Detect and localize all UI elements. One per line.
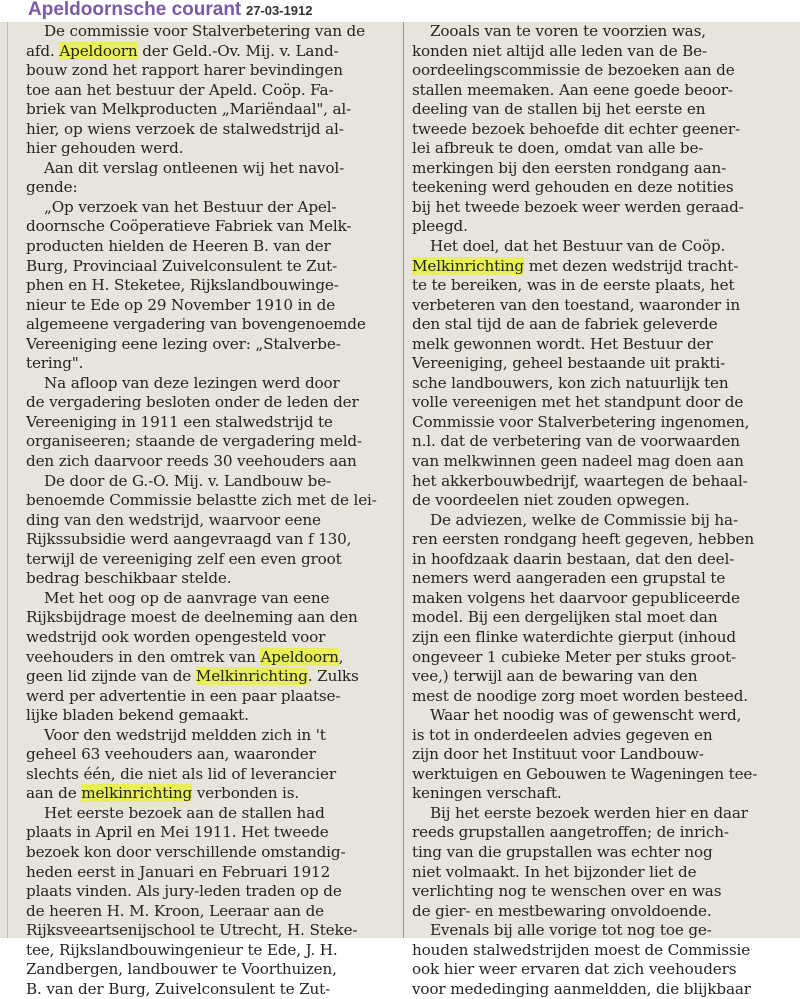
text-line [412, 941, 784, 961]
text-segment: tee, Rijkslandbouwingenieur te Ede, J. H. [26, 940, 338, 959]
text-segment: is tot in onderdeelen advies gegeven en [412, 725, 713, 744]
text-segment: aan de [26, 784, 82, 803]
text-line [412, 589, 784, 609]
text-line [412, 569, 784, 589]
text-segment: n.l. dat de verbetering van de voorwaarden [412, 432, 740, 451]
text-segment: verbeteren van den toestand, waaronder in [412, 295, 740, 314]
text-line [26, 550, 396, 570]
text-line [26, 276, 396, 296]
text-segment: Met het oog op de aanvrage van eene [44, 588, 330, 607]
text-line [412, 217, 784, 237]
text-line [412, 432, 784, 452]
text-segment: oordeelingscommissie de bezoeken aan de [412, 61, 735, 80]
highlighted-search-term: Melkinrichting [412, 256, 525, 275]
text-segment: bedrag beschikbaar stelde. [26, 569, 232, 588]
text-segment: lei afbreuk te doen, omdat van alle be- [412, 139, 704, 158]
text-segment: Burg, Provinciaal Zuivelconsulent te Zut- [26, 256, 338, 275]
text-line [26, 687, 396, 707]
text-segment: nieur te Ede op 29 November 1910 in de [26, 295, 336, 314]
text-segment: ting van die grupstallen was echter nog [412, 842, 713, 861]
text-line [26, 491, 396, 511]
text-segment: plaats vinden. Als jury-leden traden op de [26, 882, 342, 901]
text-line [412, 22, 784, 42]
text-line [26, 608, 396, 628]
highlighted-search-term: melkinrichting [81, 784, 193, 803]
text-segment: Zandbergen, landbouwer te Voorthuizen, [26, 960, 337, 979]
text-segment: Rijkssubsidie werd aangevraagd van f 130, [26, 530, 352, 549]
text-line [26, 980, 396, 999]
text-line [412, 42, 784, 62]
text-segment: de voordeelen niet zouden opwegen. [412, 491, 690, 510]
text-segment: veehouders in den omtrek van [26, 647, 261, 666]
text-line [412, 530, 784, 550]
text-line [26, 42, 396, 62]
text-line [412, 120, 784, 140]
text-segment: konden niet altijd alle leden van de Be- [412, 41, 707, 60]
text-line [26, 257, 396, 277]
text-line [412, 608, 784, 628]
text-line [412, 784, 784, 804]
text-line [412, 393, 784, 413]
text-segment: de vergadering besloten onder de leden der [26, 393, 359, 412]
text-line [412, 178, 784, 198]
text-line [26, 589, 396, 609]
text-line [26, 843, 396, 863]
text-segment: bezoek kon door verschillende omstandig- [26, 842, 346, 861]
text-segment: model. Bij een dergelijken stal moet dan [412, 608, 718, 627]
text-segment: houden stalwedstrijden moest de Commissie [412, 940, 751, 959]
text-line [26, 569, 396, 589]
text-segment: ook hier weer ervaren dat zich veehouders [412, 960, 737, 979]
text-line [412, 276, 784, 296]
text-line [26, 863, 396, 883]
text-segment: Waar het noodig was of gewenscht werd, [430, 706, 742, 725]
text-segment: producten hielden de Heeren B. van der [26, 237, 331, 256]
text-line [26, 960, 396, 980]
text-segment: Na afloop van deze lezingen werd door [44, 373, 340, 392]
text-segment: te te bereiken, was in de eerste plaats, het [412, 276, 735, 295]
text-line [412, 726, 784, 746]
text-segment: in hoofdzaak daarin bestaan, dat den deel- [412, 549, 735, 568]
text-segment: „Op verzoek van het Bestuur der Apel- [44, 197, 337, 216]
text-line [412, 237, 784, 257]
text-line [26, 159, 396, 179]
text-segment: verbonden is. [192, 784, 300, 803]
text-segment: Het eerste bezoek aan de stallen had [44, 803, 325, 822]
text-line [412, 81, 784, 101]
text-segment: het akkerbouwbedrijf, waartegen de behaal- [412, 471, 748, 490]
text-segment: Zooals van te voren te voorzien was, [430, 22, 706, 40]
text-line [412, 159, 784, 179]
newspaper-clipping [0, 22, 800, 998]
text-segment: ding van den wedstrijd, waarvoor eene [26, 510, 321, 529]
text-line [26, 81, 396, 101]
text-segment: geen lid zijnde van de [26, 667, 196, 686]
text-line [26, 217, 396, 237]
text-line [26, 178, 396, 198]
text-line [412, 902, 784, 922]
text-line [26, 667, 396, 687]
text-line [26, 706, 396, 726]
text-segment: bouw zond het rapport harer bevindingen [26, 61, 343, 80]
text-segment: algemeene vergadering van bovengenoemde [26, 315, 366, 334]
text-segment: afd. [26, 41, 60, 60]
text-line [26, 139, 396, 159]
text-segment: met dezen wedstrijd tracht- [524, 256, 739, 275]
text-segment: Voor den wedstrijd meldden zich in 't [44, 725, 326, 744]
text-segment: Aan dit verslag ontleenen wij het navol- [44, 158, 345, 177]
text-line [412, 198, 784, 218]
text-line [412, 765, 784, 785]
text-segment: voor mededinging aanmeldden, die blijkbaar [412, 979, 751, 998]
text-segment: den stal tijd de aan de fabriek geleverde [412, 315, 718, 334]
text-line [26, 100, 396, 120]
text-line [412, 472, 784, 492]
text-segment: merkingen bij den eersten rondgang aan- [412, 158, 727, 177]
text-segment: wedstrijd ook worden opengesteld voor [26, 627, 326, 646]
text-segment: hier, op wiens verzoek de stalwedstrijd al- [26, 119, 344, 138]
text-line [412, 823, 784, 843]
text-line [26, 315, 396, 335]
text-line [26, 296, 396, 316]
text-line [412, 296, 784, 316]
text-line [26, 335, 396, 355]
text-line [412, 882, 784, 902]
article-column-right [412, 22, 784, 998]
text-segment: niet volmaakt. In het bijzonder liet de [412, 862, 697, 881]
text-line [26, 648, 396, 668]
text-segment: terwijl de vereeniging zelf een even groot [26, 549, 342, 568]
text-segment: stallen meemaken. Aan eene goede beoor- [412, 80, 733, 99]
text-line [26, 804, 396, 824]
text-segment: den zich daarvoor reeds 30 veehouders aan [26, 452, 357, 471]
text-line [412, 139, 784, 159]
text-segment: werd per advertentie in een paar plaatse- [26, 686, 341, 705]
text-segment: . Zulks [307, 667, 359, 686]
text-segment: ongeveer 1 cubieke Meter per stuks groot- [412, 647, 737, 666]
text-line [26, 61, 396, 81]
text-segment: verlichting nog te wenschen over en was [412, 882, 722, 901]
text-line [412, 648, 784, 668]
text-line [412, 960, 784, 980]
text-line [412, 687, 784, 707]
text-segment: melk gewonnen wordt. Het Bestuur der [412, 334, 713, 353]
text-segment: organiseeren; staande de vergadering meld- [26, 432, 362, 451]
text-segment: vee,) terwijl aan de bewaring van den [412, 667, 698, 686]
text-line [412, 413, 784, 433]
text-segment: Vereeniging eene lezing over: „Stalverbe- [26, 334, 341, 353]
text-segment: plaats in April en Mei 1911. Het tweede [26, 823, 329, 842]
text-segment: De adviezen, welke de Commissie bij ha- [430, 510, 738, 529]
column-divider [403, 22, 404, 938]
text-segment: sche landbouwers, kon zich natuurlijk ten [412, 373, 729, 392]
text-segment: Vereeniging, geheel bestaande uit prakti- [412, 354, 726, 373]
text-segment: geheel 63 veehouders aan, waaronder [26, 745, 316, 764]
text-line [412, 315, 784, 335]
text-segment: slechts één, die niet als lid of leverancier [26, 764, 336, 783]
text-segment: van melkwinnen geen nadeel mag doen aan [412, 452, 744, 471]
left-margin-rule [7, 22, 8, 938]
text-segment: briek van Melkproducten „Mariëndaal", al- [26, 100, 352, 119]
text-line [26, 784, 396, 804]
text-line [26, 941, 396, 961]
text-segment: Bij het eerste bezoek werden hier en daar [430, 803, 748, 822]
text-segment: deeling van de stallen bij het eerste en [412, 100, 706, 119]
header-bar [0, 0, 800, 22]
text-line [412, 921, 784, 941]
text-line [26, 745, 396, 765]
text-line [26, 628, 396, 648]
text-line [26, 823, 396, 843]
text-segment: De commissie voor Stalverbetering van de [44, 22, 365, 40]
text-segment: Evenals bij alle vorige tot nog toe ge- [430, 921, 712, 940]
text-line [412, 374, 784, 394]
text-segment: keningen verschaft. [412, 784, 562, 803]
highlighted-search-term: Melkinrichting [195, 667, 308, 686]
article-column-left [26, 22, 396, 998]
text-line [26, 237, 396, 257]
text-line [412, 354, 784, 374]
highlighted-search-term: Apeldoorn [260, 647, 339, 666]
text-line [26, 530, 396, 550]
text-line [26, 22, 396, 42]
text-line [412, 706, 784, 726]
text-line [26, 120, 396, 140]
text-line [26, 902, 396, 922]
text-line [412, 745, 784, 765]
text-line [26, 765, 396, 785]
text-line [412, 667, 784, 687]
text-line [412, 804, 784, 824]
text-segment: B. van der Burg, Zuivelconsulent te Zut- [26, 979, 331, 998]
text-segment: teekening werd gehouden en deze notities [412, 178, 734, 197]
text-segment: lijke bladen bekend gemaakt. [26, 706, 249, 725]
text-segment: de heeren H. M. Kroon, Leeraar aan de [26, 901, 324, 920]
text-line [412, 843, 784, 863]
text-segment: nemers werd aangeraden een grupstal te [412, 569, 726, 588]
text-segment: Rijksbijdrage moest de deelneming aan den [26, 608, 358, 627]
text-line [412, 511, 784, 531]
text-segment: heden eerst in Januari en Februari 1912 [26, 862, 331, 881]
text-line [412, 452, 784, 472]
text-segment: De door de G.-O. Mij. v. Landbouw be- [44, 471, 332, 490]
text-line [26, 198, 396, 218]
text-line [412, 980, 784, 999]
text-segment: zijn een flinke waterdichte gierput (inhoud [412, 627, 736, 646]
text-line [412, 491, 784, 511]
text-segment: bij het tweede bezoek weer werden geraad- [412, 197, 744, 216]
text-line [412, 61, 784, 81]
text-line [26, 472, 396, 492]
text-segment: de gier- en mestbewaring onvoldoende. [412, 901, 712, 920]
text-line [412, 257, 784, 277]
text-segment: werktuigen en Gebouwen te Wageningen tee- [412, 764, 758, 783]
text-line [26, 511, 396, 531]
text-segment: mest de noodige zorg moet worden besteed. [412, 686, 748, 705]
text-segment: toe aan het bestuur der Apeld. Coöp. Fa- [26, 80, 334, 99]
text-segment: Commissie voor Stalverbetering ingenomen, [412, 412, 750, 431]
text-line [26, 393, 396, 413]
text-segment: Rijksveeartsenijschool te Utrecht, H. Steke- [26, 921, 358, 940]
text-segment: der Geld.-Ov. Mij. v. Land- [137, 41, 339, 60]
text-line [26, 374, 396, 394]
text-line [26, 921, 396, 941]
text-line [26, 452, 396, 472]
text-line [26, 413, 396, 433]
text-segment: tering". [26, 354, 84, 373]
text-line [26, 726, 396, 746]
text-segment: maken volgens het daarvoor gepubliceerde [412, 588, 740, 607]
text-line [26, 432, 396, 452]
highlighted-search-term: Apeldoorn [59, 41, 138, 60]
text-segment: , [338, 647, 344, 666]
text-line [412, 628, 784, 648]
text-segment: hier gehouden werd. [26, 139, 184, 158]
text-line [26, 354, 396, 374]
text-segment: Het doel, dat het Bestuur van de Coöp. [430, 237, 726, 256]
text-segment: pleegd. [412, 217, 468, 236]
text-segment: gende: [26, 178, 78, 197]
text-line [412, 100, 784, 120]
text-line [26, 882, 396, 902]
text-segment: Vereeniging in 1911 een stalwedstrijd te [26, 412, 333, 431]
text-segment: doornsche Coöperatieve Fabriek van Melk- [26, 217, 352, 236]
newspaper-title[interactable]: Apeldoornsche courant [28, 0, 242, 20]
text-line [412, 550, 784, 570]
text-segment: ren eersten rondgang heeft gegeven, hebben [412, 530, 755, 549]
text-segment: phen en H. Steketee, Rijkslandbouwinge- [26, 276, 339, 295]
text-segment: reeds grupstallen aangetroffen; de inrich- [412, 823, 729, 842]
text-line [412, 335, 784, 355]
publication-date: 27-03-1912 [246, 3, 313, 18]
text-segment: volle vereenigen met het standpunt door de [412, 393, 744, 412]
text-line [412, 863, 784, 883]
text-segment: benoemde Commissie belastte zich met de lei- [26, 491, 377, 510]
text-segment: zijn door het Instituut voor Landbouw- [412, 745, 704, 764]
text-segment: tweede bezoek behoefde dit echter geener- [412, 119, 740, 138]
